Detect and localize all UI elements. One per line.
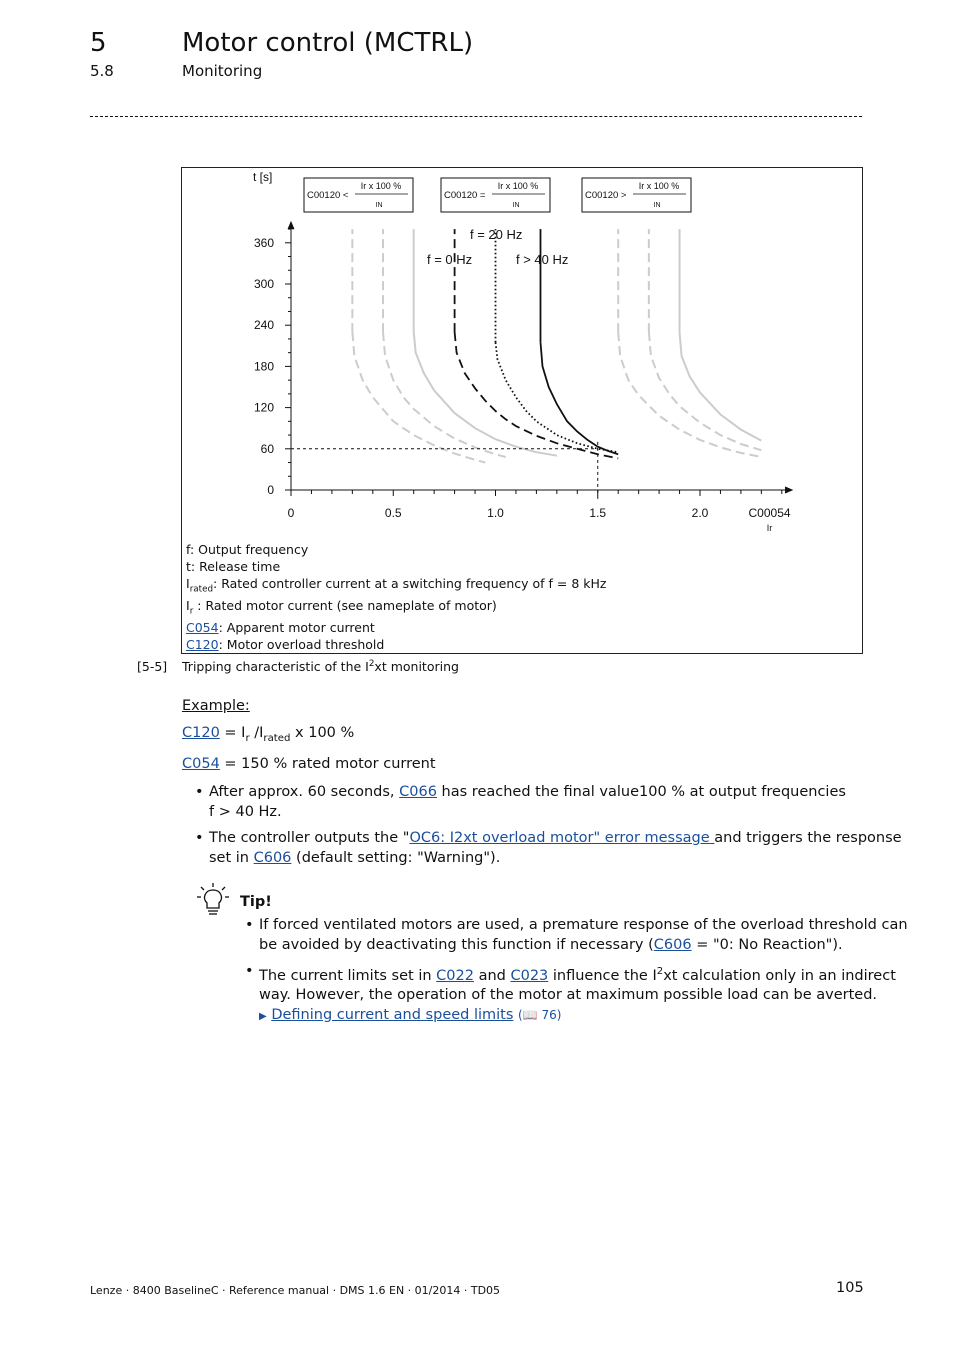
figure-number: [5-5] bbox=[137, 659, 168, 674]
figure-legend bbox=[186, 542, 606, 654]
curve-f-40-hz bbox=[541, 342, 619, 454]
x-tick-label: 1.0 bbox=[487, 506, 504, 520]
example-heading: Example: bbox=[182, 698, 250, 714]
c120-link[interactable]: C120 bbox=[182, 725, 220, 741]
footer-text: Lenze · 8400 BaselineC · Reference manual · DMS 1.6 EN · 01/2014 · TD05 bbox=[90, 1284, 501, 1297]
bullet-dot: • bbox=[245, 917, 254, 933]
x-tick-label: 1.5 bbox=[589, 506, 607, 520]
formula-denominator: IN bbox=[653, 202, 661, 209]
formula-denominator: IN bbox=[375, 202, 383, 209]
chapter-title: Motor control (MCTRL) bbox=[182, 28, 474, 58]
legend-item: C054: Apparent motor current bbox=[186, 620, 375, 636]
bullet-dot: • bbox=[245, 963, 254, 979]
reference-link[interactable]: Defining current and speed limits bbox=[271, 1006, 514, 1023]
y-tick-label: 120 bbox=[253, 400, 274, 415]
arrow-right-icon: ▶ bbox=[259, 1010, 267, 1022]
tip-lightbulb-icon bbox=[196, 882, 232, 916]
y-tick-label: 0 bbox=[267, 483, 274, 497]
legend-item: $I_r$ : Rated motor current (see nameplate of motor) bbox=[186, 597, 497, 617]
c023-link[interactable]: C023 bbox=[510, 967, 549, 984]
formula-prefix: C00120 = bbox=[444, 190, 486, 201]
annotation-label: f = 0 Hz bbox=[427, 252, 473, 267]
page-reference[interactable]: (📖 76) bbox=[518, 1007, 562, 1022]
formula-prefix: C00120 > bbox=[585, 190, 627, 201]
x-axis-subtitle: Ir bbox=[766, 523, 773, 533]
reference-curve bbox=[414, 332, 557, 456]
chapter-number: 5 bbox=[90, 28, 107, 58]
formula-numerator: Ir x 100 % bbox=[497, 181, 539, 191]
list-item: If forced ventilated motors are used, a premature response of the overload threshold can be avoided by deactivating this function if necessary (C606 = "0: No Reaction"). bbox=[259, 917, 908, 953]
formula-numerator: Ir x 100 % bbox=[360, 181, 402, 191]
c054-link[interactable]: C054 bbox=[186, 620, 219, 636]
y-tick-label: 60 bbox=[260, 441, 274, 456]
curve-f-0-hz bbox=[455, 332, 619, 458]
bullet-dot: • bbox=[195, 784, 204, 800]
y-tick-label: 300 bbox=[253, 277, 274, 291]
y-tick-label: 360 bbox=[253, 235, 274, 250]
x-tick-label: 0.5 bbox=[384, 506, 402, 520]
c022-link[interactable]: C022 bbox=[436, 967, 474, 984]
figure-caption: Tripping characteristic of the $I^2xt$ monitoring bbox=[182, 659, 459, 675]
legend-item: t: Release time bbox=[186, 558, 281, 574]
formula-denominator: IN bbox=[512, 202, 520, 209]
section-title: Monitoring bbox=[182, 62, 263, 80]
example-value: C054 = 150 % rated motor current bbox=[182, 756, 436, 772]
annotation-label: f > 40 Hz bbox=[516, 252, 569, 267]
c054-link[interactable]: C054 bbox=[182, 756, 220, 772]
bullet-dot: • bbox=[195, 830, 204, 846]
x-axis-title: C00054 bbox=[748, 506, 791, 520]
c606-link[interactable]: C606 bbox=[253, 849, 292, 866]
c066-link[interactable]: C066 bbox=[399, 784, 437, 800]
legend-item: C120: Motor overload threshold bbox=[186, 636, 385, 652]
annotation-label: f = 20 Hz bbox=[470, 227, 523, 242]
y-tick-label: 240 bbox=[253, 318, 274, 333]
x-tick-label: 2.0 bbox=[691, 506, 709, 520]
formula-numerator: Ir x 100 % bbox=[638, 181, 680, 191]
list-item: The controller outputs the "OC6: I2xt overload motor" error message and triggers the response set in C606 (default setting: "Warning"). bbox=[209, 830, 902, 866]
oc6-error-link[interactable]: OC6: I2xt overload motor" error message bbox=[409, 830, 715, 846]
c606-link[interactable]: C606 bbox=[653, 936, 692, 953]
page-number: 105 bbox=[836, 1280, 864, 1296]
example-formula: $C120 = I_r$ $/I_{rated}$ x 100 % bbox=[182, 725, 355, 744]
curve-f-20-hz bbox=[496, 342, 619, 452]
reference-curve bbox=[618, 332, 761, 457]
x-tick-label: 0 bbox=[287, 506, 295, 520]
reference-curve bbox=[383, 332, 506, 457]
c120-link[interactable]: C120 bbox=[186, 636, 219, 652]
y-axis-arrow bbox=[288, 222, 294, 229]
x-axis-arrow bbox=[785, 487, 792, 493]
legend-item: $I_{rated}$: Rated controller current at a switching frequency of f = 8 kHz bbox=[186, 575, 607, 595]
y-tick-label: 180 bbox=[253, 359, 274, 374]
list-item: The current limits set in C022 and C023 influence the $I^2xt$ calculation only in an indirect way. However, the operation of the motor at maximum possible load can be averted. ▶ Defining current and speed limits (📖 76) bbox=[259, 966, 896, 1023]
tip-title: Tip! bbox=[240, 894, 272, 910]
legend-item: f: Output frequency bbox=[186, 542, 309, 557]
y-axis-title: t [s] bbox=[253, 170, 273, 185]
formula-prefix: C00120 < bbox=[307, 190, 349, 201]
list-item: After approx. 60 seconds, C066 has reached the final value100 % at output frequencies f > 40 Hz. bbox=[209, 784, 846, 820]
section-number: 5.8 bbox=[90, 62, 114, 80]
book-icon: 📖 bbox=[522, 1007, 538, 1022]
reference-curve bbox=[680, 332, 762, 441]
